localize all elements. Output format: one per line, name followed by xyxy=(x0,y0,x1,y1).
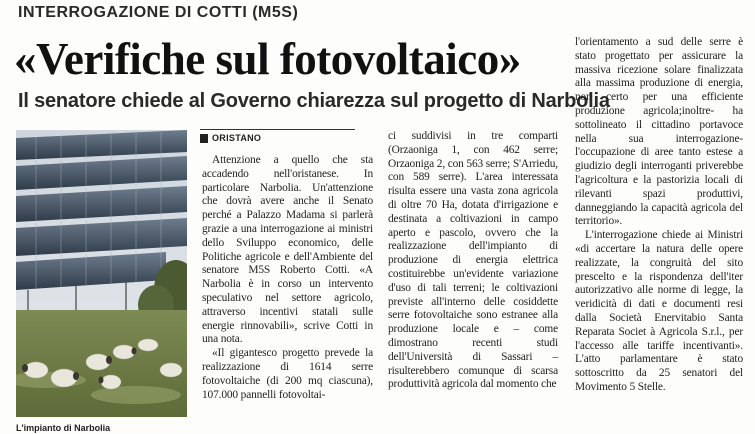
photo-caption: L'impianto di Narbolia xyxy=(16,423,111,433)
location-label: ORISTANO xyxy=(212,133,262,143)
article-column-1 xyxy=(202,154,373,402)
article-column-3 xyxy=(575,36,743,395)
solar-farm-photo xyxy=(16,130,187,417)
paragraph: ci suddivisi in tre comparti (Orzaoniga 1, con 462 serre; Orzaoniga 2, con 563 serre; S'Arriedu, con 589 serre). L'area interessata risulta essere una vasta zona agricola di oltre 70 Ha, dotata d'irrigazione e destinata a coltivazioni in campo aperto e pascolo, ovvero che la realizzazione dell'impianto di produzione di energia elettrica costituirebbe un'evidente variazione d'uso di tali terreni; le coltivazioni previste all'interno delle cosiddette serre fotovoltaiche sono estranee alla produzione locale e – come dimostrano recenti studi dell'Università di Sassari – risulterebbero comunque di scarsa produttività agricola dal momento che xyxy=(388,130,559,391)
location-marker xyxy=(200,134,208,143)
article-headline: «Verifiche sul fotovoltaico» xyxy=(14,34,521,84)
paragraph: Attenzione a quello che sta accadendo nell'oristanese. In particolare Narbolia. Un'attenzione che dovrà avere anche il Senato perché a Palazzo Madama si parlerà grazie a una interrogazione ai ministri dello Sviluppo economico, delle Politiche agricole e dell'Ambiente del senatore M5S Roberto Cotti. «A Narbolia è in corso un intervento speculativo nel settore agricolo, attraverso incentivi statali sulle energie rinnovabili», scrive Cotti in una nota. xyxy=(202,154,373,346)
paragraph: «Il gigantesco progetto prevede la realizzazione di 1614 serre fotovoltaiche (di 200 mq ciascuna), 107.000 pannelli fotovoltai- xyxy=(202,347,373,401)
paragraph: l'orientamento a sud delle serre è stato progettato per assicurare la massiva ricezione solare finalizzata alla massima produzione di energia, non certo per una efficiente produzione agricola;inoltre- ha sottolineato il cittadino portavoce nella sua interrogazione- l'occupazione di aree tanto estese a giudizio degli interroganti priverebbe l'agricoltura e la pastorizia locali di rilevanti spazi produttivi, danneggiando la capacità agricola del territorio». xyxy=(575,36,743,228)
article-kicker: INTERROGAZIONE DI COTTI (M5S) xyxy=(18,4,299,21)
article-subhead: Il senatore chiede al Governo chiarezza sul progetto di Narbolia xyxy=(18,90,610,112)
paragraph: L'interrogazione chiede ai Ministri «di accertare la natura delle opere realizzate, la congruità del sito prescelto e la rispondenza dell'iter autorizzativo alle norme di legge, la veridicità di dati e documenti resi dalla Società Enervitabio Santa Reparata Societ à Agricola S.r.l., per l'accesso alle tariffe incentivanti». L'atto parlamentare è stato sottoscritto da 25 senatori del Movimento 5 Stelle. xyxy=(575,229,743,393)
article-column-2 xyxy=(388,130,558,392)
location-tag xyxy=(200,129,355,144)
